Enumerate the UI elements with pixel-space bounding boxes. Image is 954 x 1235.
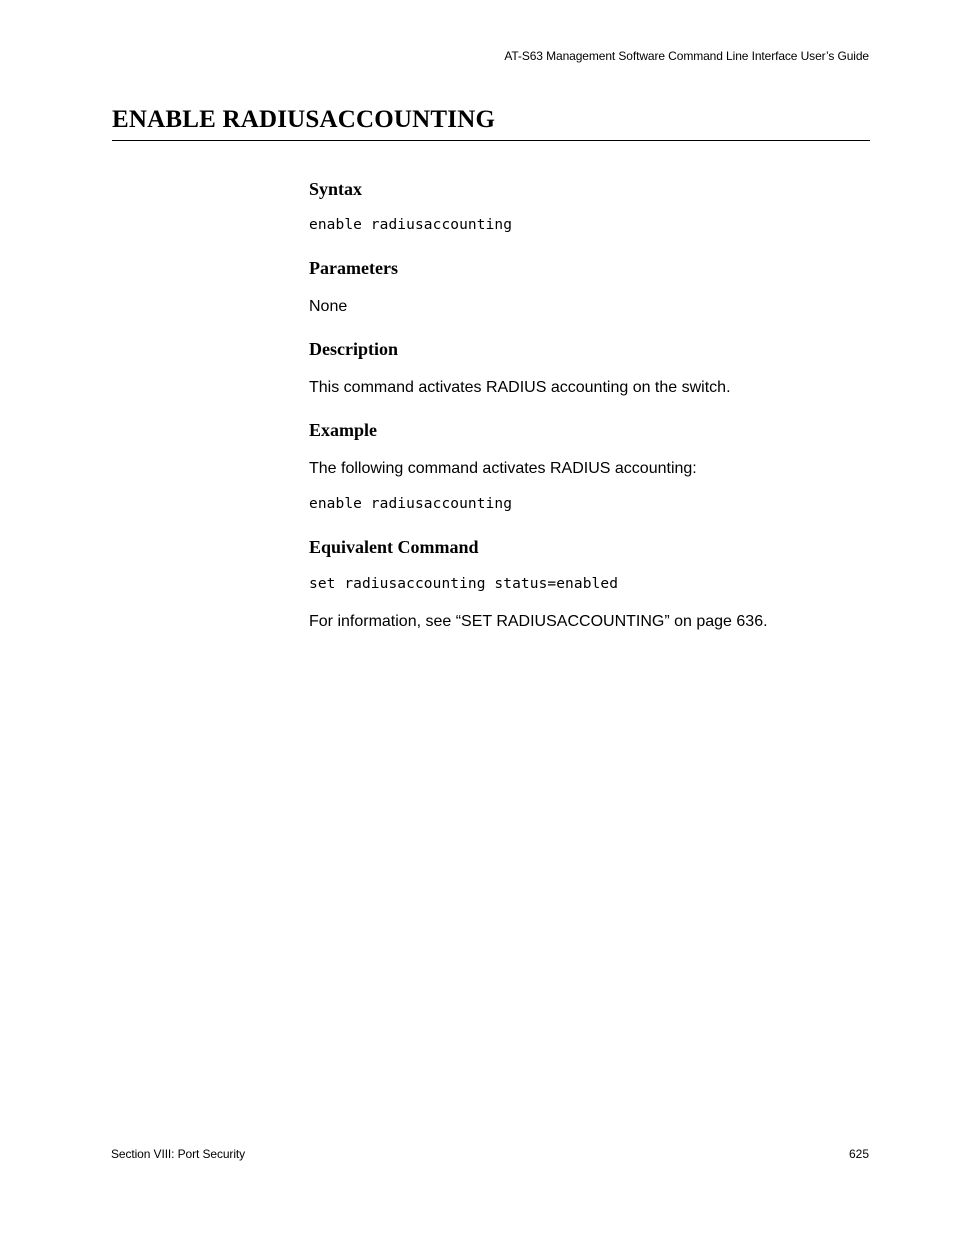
equivalent-command-code: set radiusaccounting status=enabled	[309, 576, 619, 592]
page-number: 625	[848, 1147, 869, 1161]
parameters-text: None	[309, 298, 348, 315]
parameters-heading: Parameters	[309, 258, 398, 278]
syntax-code: enable radiusaccounting	[309, 217, 513, 233]
description-text: This command activates RADIUS accounting on the switch.	[309, 379, 731, 396]
running-header: AT-S63 Management Software Command Line Interface User’s Guide	[504, 49, 869, 63]
syntax-heading: Syntax	[309, 179, 363, 199]
example-code: enable radiusaccounting	[309, 496, 513, 512]
cross-reference-text: For information, see “SET RADIUSACCOUNTING” on page 636.	[309, 613, 768, 630]
equivalent-command-heading: Equivalent Command	[309, 537, 479, 557]
title-divider	[112, 140, 870, 141]
footer-section: Section VIII: Port Security	[111, 1147, 246, 1161]
page-title: ENABLE RADIUSACCOUNTING	[112, 106, 496, 133]
example-heading: Example	[309, 420, 378, 440]
description-heading: Description	[309, 339, 398, 359]
example-text: The following command activates RADIUS accounting:	[309, 460, 697, 477]
